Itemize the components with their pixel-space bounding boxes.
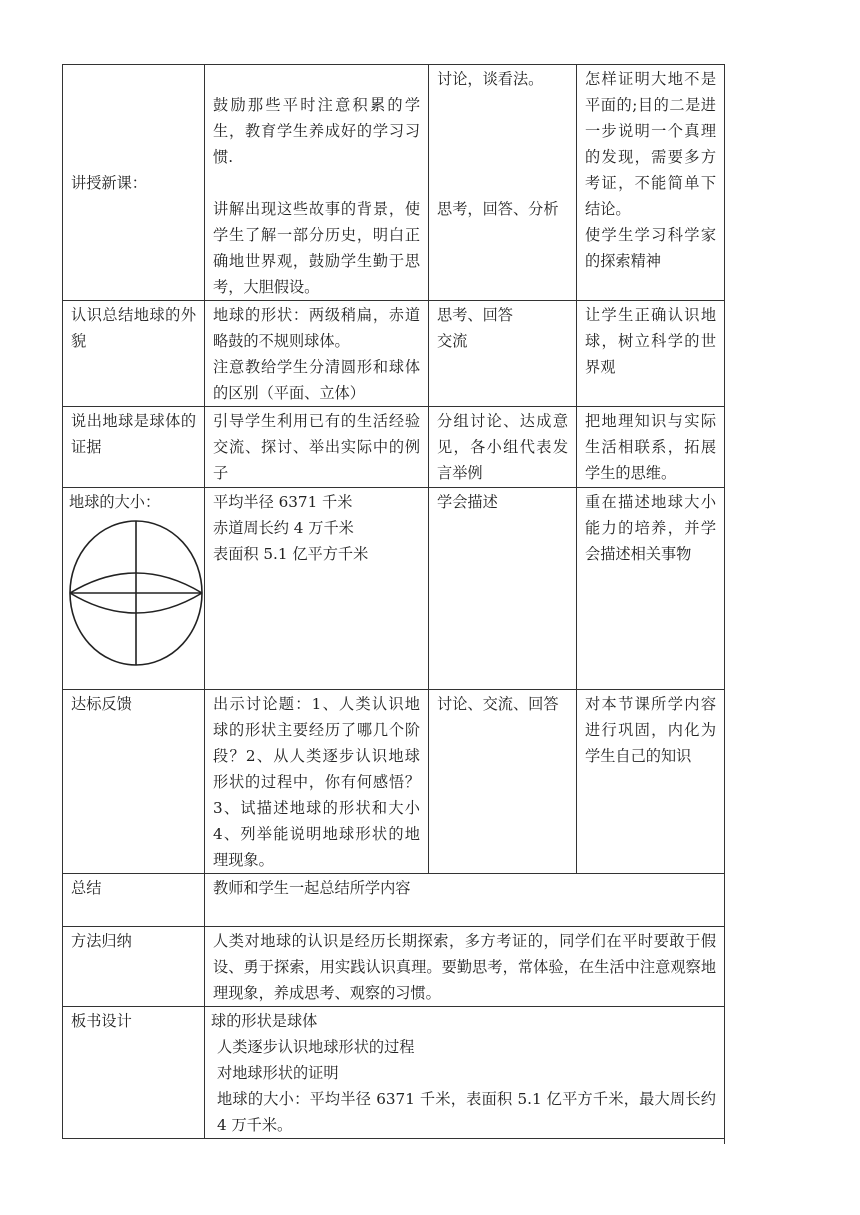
stage-cell <box>63 874 205 927</box>
stage-cell <box>63 927 205 1007</box>
teacher-activity-cell <box>205 407 429 488</box>
table-row <box>63 874 725 927</box>
right-margin-line <box>724 1110 725 1144</box>
student-activity-cell <box>429 65 577 301</box>
board-design-cell <box>205 1007 725 1139</box>
intent-text: 使学生学习科学家的探索精神 <box>585 226 716 270</box>
table-row <box>63 488 725 690</box>
stage-label: 总结 <box>71 879 102 897</box>
stage-label: 达标反馈 <box>71 695 132 713</box>
design-intent-cell <box>577 407 725 488</box>
table-row <box>63 1007 725 1139</box>
board-line: 对地球形状的证明 <box>217 1064 339 1082</box>
teacher-activity-cell <box>205 301 429 407</box>
teacher-text: 讲解出现这些故事的背景，使学生了解一部分历史，明白正确地世界观，鼓励学生勤于思考，大胆假设。 <box>213 200 420 296</box>
intent-text: 对本节课所学内容进行巩固，内化为学生自己的知识 <box>585 695 716 765</box>
stage-label: 认识总结地球的外貌 <box>71 306 196 350</box>
lesson-plan-table <box>62 64 725 1139</box>
intent-text: 让学生正确认识地球，树立科学的世界观 <box>585 306 716 376</box>
stage-cell <box>63 1007 205 1139</box>
teacher-activity-cell <box>205 488 429 690</box>
student-text: 讨论、交流、回答 <box>437 695 559 713</box>
table-row <box>63 301 725 407</box>
teacher-activity-cell <box>205 690 429 874</box>
student-text: 交流 <box>437 332 468 350</box>
teacher-text: 表面积 5.1 亿平方千米 <box>213 545 369 563</box>
design-intent-cell <box>577 301 725 407</box>
table-row <box>63 407 725 488</box>
stage-cell <box>63 65 205 301</box>
teacher-text: 鼓励那些平时注意积累的学生，教育学生养成好的学习习惯. <box>213 96 420 166</box>
board-line: 人类逐步认识地球形状的过程 <box>217 1038 415 1056</box>
summary-cell <box>205 874 725 927</box>
table-row <box>63 927 725 1007</box>
stage-label: 讲授新课： <box>71 174 147 192</box>
teacher-text: 赤道周长约 4 万千米 <box>213 519 354 537</box>
board-line: 地球的大小：平均半径 6371 千米，表面积 5.1 亿平方千米，最大周长约 4 万千米。 <box>217 1090 716 1134</box>
method-cell <box>205 927 725 1007</box>
stage-cell <box>63 301 205 407</box>
design-intent-cell <box>577 65 725 301</box>
stage-label: 地球的大小： <box>69 493 161 511</box>
student-text: 分组讨论、达成意见，各小组代表发言举例 <box>437 412 568 482</box>
teacher-text: 引导学生利用已有的生活经验交流、探讨、举出实际中的例子 <box>213 412 420 482</box>
design-intent-cell <box>577 690 725 874</box>
summary-text: 教师和学生一起总结所学内容 <box>213 879 411 897</box>
student-text: 思考、回答 <box>437 306 513 324</box>
intent-text: 把地理知识与实际生活相联系，拓展学生的思维。 <box>585 412 716 482</box>
student-text: 讨论，谈看法。 <box>437 70 544 88</box>
stage-label: 方法归纳 <box>71 932 132 950</box>
student-activity-cell <box>429 407 577 488</box>
student-activity-cell <box>429 690 577 874</box>
teacher-activity-cell <box>205 65 429 301</box>
stage-cell <box>63 407 205 488</box>
student-text: 学会描述 <box>437 493 498 511</box>
stage-cell <box>63 488 205 690</box>
design-intent-cell <box>577 488 725 690</box>
table-row <box>63 65 725 301</box>
teacher-text: 出示讨论题：1、人类认识地球的形状主要经历了哪几个阶段？2、从人类逐步认识地球形状的过程中，你有何感悟？3、试描述地球的形状和大小 4、列举能说明地球形状的地理现象。 <box>213 695 420 869</box>
method-text: 人类对地球的认识是经历长期探索，多方考证的，同学们在平时要敢于假设、勇于探索，用实践认识真理。要勤思考，常体验，在生活中注意观察地理现象，养成思考、观察的习惯。 <box>213 932 716 1002</box>
stage-cell <box>63 690 205 874</box>
board-line: 球的形状是球体 <box>211 1012 318 1030</box>
student-text: 思考，回答、分析 <box>437 200 559 218</box>
table-row <box>63 690 725 874</box>
globe-diagram <box>69 519 203 667</box>
student-activity-cell <box>429 301 577 407</box>
student-activity-cell <box>429 488 577 690</box>
stage-label: 板书设计 <box>71 1012 132 1030</box>
teacher-text: 注意教给学生分清圆形和球体的区别（平面、立体） <box>213 358 420 402</box>
intent-text: 重在描述地球大小能力的培养，并学会描述相关事物 <box>585 493 716 563</box>
teacher-text: 平均半径 6371 千米 <box>213 493 353 511</box>
stage-label: 说出地球是球体的证据 <box>71 412 196 456</box>
teacher-text: 地球的形状：两级稍扁，赤道略鼓的不规则球体。 <box>213 306 420 350</box>
intent-text: 怎样证明大地不是平面的;目的二是进一步说明一个真理的发现，需要多方考证，不能简单下结论。 <box>585 70 716 218</box>
